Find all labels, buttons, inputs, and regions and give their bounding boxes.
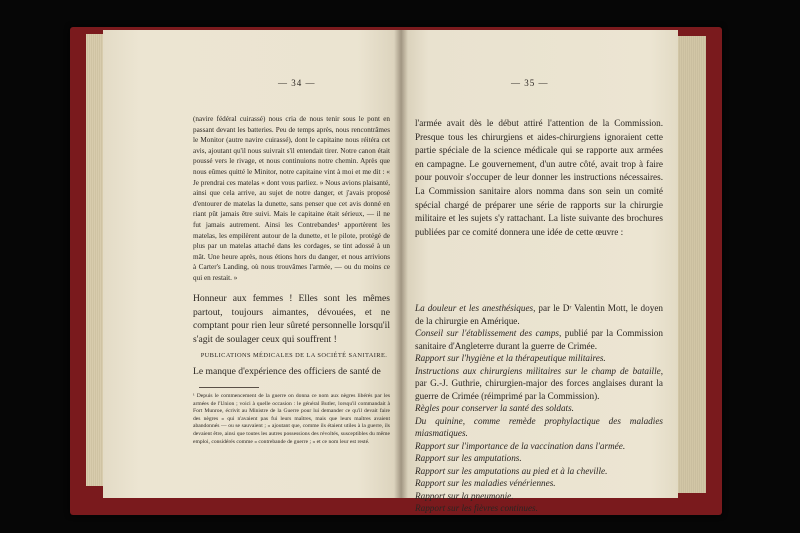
list-item xyxy=(415,402,663,415)
publication-title: Rapport sur l'hygiène et la thérapeutique militaires. xyxy=(415,353,606,363)
page-edges-right xyxy=(676,36,706,493)
publication-title: Rapport sur les amputations au pied et à la cheville. xyxy=(415,465,608,476)
publication-title: Conseil sur l'établissement des camps xyxy=(415,328,559,338)
page-number: — 35 — xyxy=(511,78,549,88)
list-item xyxy=(415,352,663,365)
list-item xyxy=(415,502,663,515)
body-paragraph: Le manque d'expérience des officiers de santé de xyxy=(193,366,381,377)
publication-detail: , par le Dʳ Valentin Mott, le doyen de la chirurgie en Amérique. xyxy=(415,303,663,326)
footnote: ¹ Depuis le commencement de la guerre on donna ce nom aux nègres libérés par les armées de l'Union ; voici à quelle occasion : le général Butler, lorsqu'il commandait à Fort Munroe, écrivit au Ministre de la Guerre pour lui demander ce qu'il devait faire des nègres « qui n'avaient pas fui leurs maîtres, mais que leurs maîtres avaient abandonnés — ou se sauvaient ; » ajoutant que, comme ils étaient utiles à la guerre, ils devaient être, ainsi que toutes les autres possessions des révoltés, susceptibles du même emploi, considérés comme « contrebande de guerre ; » et ce nom leur est resté. xyxy=(193,393,390,445)
list-item xyxy=(415,440,663,453)
list-item xyxy=(415,415,663,440)
book-gutter xyxy=(394,30,408,498)
publication-list xyxy=(415,302,663,515)
publication-detail: , publié par la Commission sanitaire d'Angleterre durant la guerre de Crimée. xyxy=(415,328,663,351)
publication-title: Rapport sur l'importance de la vaccination dans l'armée. xyxy=(415,440,626,451)
publication-title: Du quinine, comme remède prophylactique des maladies miasmatiques. xyxy=(415,415,663,438)
publication-title: La douleur et les anesthésiques xyxy=(415,303,534,313)
list-item xyxy=(415,490,663,503)
left-page xyxy=(103,30,403,498)
list-item xyxy=(415,477,663,490)
page-number: — 34 — xyxy=(278,78,316,88)
publication-title: Instructions aux chirurgiens militaires sur le champ de bataille xyxy=(415,365,661,376)
publication-detail: , par G.-J. Guthrie, chirurgien-major des forces anglaises durant la guerre de Crimée (réimprimé par la Commission). xyxy=(415,365,663,401)
publication-title: Rapport sur la pneumonie. xyxy=(415,490,514,501)
publication-title: Rapport sur les fièvres continues. xyxy=(415,503,538,513)
section-heading: PUBLICATIONS MÉDICALES DE LA SOCIÉTÉ SANITAIRE. xyxy=(200,352,388,359)
list-item xyxy=(415,302,663,327)
body-paragraph: Honneur aux femmes ! Elles sont les mêmes partout, toujours aimantes, dévouées, et ne comptant pour rien leur sûreté personnelle lorsqu'il s'agit de soulager ceux qui souffrent ! xyxy=(193,293,390,345)
list-item xyxy=(415,327,663,352)
list-item xyxy=(415,452,663,465)
list-item xyxy=(415,465,663,478)
body-text: l'armée avait dès le début attiré l'attention de la Commission. Presque tous les chirurgiens et aides-chirurgiens ignoraient cette partie spéciale de la science médicale qui se rapporte aux armées en campagne. Le gouvernement, d'un autre côté, avait trop à faire pour pouvoir s'occuper de leur donner les instructions nécessaires. La Commission sanitaire alors nomma dans son sein un comité spécial chargé de préparer une série de rapports sur la chirurgie militaire et les sujets s'y rattachant. La liste suivante des brochures publiées par ce comité donnera une idée de cette œuvre : xyxy=(415,118,663,237)
list-item xyxy=(415,365,663,403)
publication-title: Règles pour conserver la santé des soldats. xyxy=(415,403,574,413)
publication-title: Rapport sur les amputations. xyxy=(415,453,522,463)
publication-title: Rapport sur les maladies vénériennes. xyxy=(415,478,556,488)
body-text: (navire fédéral cuirassé) nous cria de nous tenir sous le pont en passant devant les batteries. Peu de temps après, nous rencontrâmes le Monitor (autre navire cuirassé), dont le capitaine nous réitéra cet avis, ajoutant qu'il nous suivrait s'il entendait tirer. Notre canon était poussé vers le rivage, et nous continuions notre chemin. Après que nous eûmes quitté le Minitor, notre capitaine vint à moi et me dit : « Je prendrai ces matelas « dont vous parliez. » Nous avions plaisanté, ainsi que cela arrive, au sujet de notre danger, et j'avais proposé d'entourer de matelas la dunette, sans penser que cet avis donné en riant pût jamais être suivi. Mais le capitaine était sérieux, — il ne fut jamais autrement. Ainsi les Contrebandes¹ apportèrent les matelas, les empilèrent autour de la dunette, et le pilote, protégé de plus par un matelas attaché dans les cordages, se tint adossé à un mât. Une heure après, nous étions hors du danger, et nous arrivions à Carter's Landing, où nous trouvâmes l'armée, — ou du moins ce qui en restait. » xyxy=(193,115,391,282)
footnote-divider xyxy=(199,387,259,388)
right-page xyxy=(401,30,678,513)
